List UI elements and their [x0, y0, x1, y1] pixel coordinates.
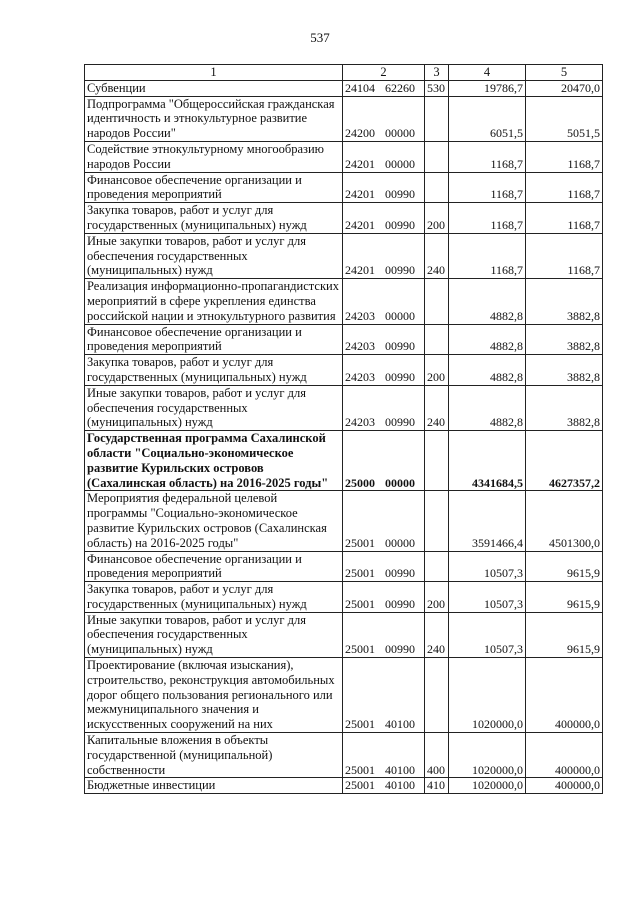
row-expense-type — [425, 324, 449, 355]
row-code-program: 24104 — [345, 80, 375, 95]
row-code — [343, 172, 425, 203]
row-value-1: 10507,3 — [449, 612, 526, 657]
row-expense-type — [425, 658, 449, 733]
row-code — [343, 733, 425, 778]
row-value-1: 4882,8 — [449, 279, 526, 324]
row-expense-type: 240 — [425, 385, 449, 430]
row-code-program: 25001 — [345, 717, 375, 732]
row-expense-type: 400 — [425, 733, 449, 778]
header-col-4: 4 — [449, 65, 526, 81]
row-name: Субвенции — [85, 80, 343, 96]
row-code — [343, 355, 425, 386]
row-code-direction: 40100 — [385, 717, 415, 732]
row-value-1: 19786,7 — [449, 80, 526, 96]
table-row — [85, 96, 603, 141]
row-name: Капитальные вложения в объекты государственной (муниципальной) собственности — [85, 733, 343, 778]
row-value-2: 9615,9 — [526, 551, 603, 582]
row-code — [343, 612, 425, 657]
row-code-direction: 00990 — [385, 642, 415, 657]
row-code — [343, 658, 425, 733]
row-code-program: 24200 — [345, 126, 375, 141]
table-row — [85, 203, 603, 234]
row-expense-type — [425, 96, 449, 141]
row-code-direction: 00990 — [385, 369, 415, 384]
row-value-1: 1020000,0 — [449, 778, 526, 794]
row-code-direction: 00000 — [385, 156, 415, 171]
row-name: Содействие этнокультурному многообразию народов России — [85, 141, 343, 172]
row-code — [343, 96, 425, 141]
row-code — [343, 582, 425, 613]
row-value-1: 4882,8 — [449, 324, 526, 355]
row-value-2: 20470,0 — [526, 80, 603, 96]
row-code-program: 25001 — [345, 566, 375, 581]
row-code — [343, 80, 425, 96]
table-row — [85, 582, 603, 613]
row-expense-type — [425, 141, 449, 172]
row-value-2: 9615,9 — [526, 612, 603, 657]
row-code — [343, 491, 425, 551]
row-code — [343, 385, 425, 430]
row-expense-type — [425, 491, 449, 551]
header-col-2: 2 — [343, 65, 425, 81]
row-code-program: 24203 — [345, 339, 375, 354]
row-value-1: 3591466,4 — [449, 491, 526, 551]
header-col-5: 5 — [526, 65, 603, 81]
row-code-direction: 00000 — [385, 308, 415, 323]
header-col-1: 1 — [85, 65, 343, 81]
row-code-direction: 00000 — [385, 126, 415, 141]
row-expense-type: 240 — [425, 233, 449, 278]
row-expense-type — [425, 279, 449, 324]
row-expense-type — [425, 172, 449, 203]
row-value-2: 1168,7 — [526, 172, 603, 203]
row-name: Иные закупки товаров, работ и услуг для обеспечения государственных (муниципальных) нужд — [85, 233, 343, 278]
row-value-1: 4882,8 — [449, 385, 526, 430]
row-expense-type: 200 — [425, 582, 449, 613]
row-name: Финансовое обеспечение организации и проведения мероприятий — [85, 551, 343, 582]
table-row — [85, 612, 603, 657]
row-code-direction: 40100 — [385, 778, 415, 793]
row-code-direction: 00990 — [385, 596, 415, 611]
row-code-direction: 00990 — [385, 187, 415, 202]
row-expense-type: 530 — [425, 80, 449, 96]
row-value-1: 6051,5 — [449, 96, 526, 141]
row-code-direction: 00990 — [385, 263, 415, 278]
row-code-direction: 00990 — [385, 339, 415, 354]
row-value-2: 3882,8 — [526, 385, 603, 430]
table-row — [85, 431, 603, 491]
row-value-2: 1168,7 — [526, 141, 603, 172]
row-code-program: 24203 — [345, 308, 375, 323]
row-code-direction: 00000 — [385, 475, 415, 490]
row-value-1: 1168,7 — [449, 172, 526, 203]
row-code-direction: 40100 — [385, 762, 415, 777]
row-name: Реализация информационно-пропагандистских мероприятий в сфере укрепления единства российской нации и этнокультурного развития — [85, 279, 343, 324]
budget-table — [84, 64, 603, 794]
row-code-program: 24201 — [345, 217, 375, 232]
row-name: Иные закупки товаров, работ и услуг для обеспечения государственных (муниципальных) нужд — [85, 612, 343, 657]
row-expense-type: 200 — [425, 355, 449, 386]
table-row — [85, 355, 603, 386]
row-name: Закупка товаров, работ и услуг для государственных (муниципальных) нужд — [85, 582, 343, 613]
row-value-2: 4501300,0 — [526, 491, 603, 551]
row-code-direction: 00000 — [385, 535, 415, 550]
row-name: Закупка товаров, работ и услуг для государственных (муниципальных) нужд — [85, 203, 343, 234]
row-name: Мероприятия федеральной целевой программы "Социально-экономическое развитие Курильских островов (Сахалинская область) на 2016-2025 годы" — [85, 491, 343, 551]
row-code-direction: 00990 — [385, 217, 415, 232]
row-value-1: 1168,7 — [449, 141, 526, 172]
row-code — [343, 778, 425, 794]
row-code — [343, 431, 425, 491]
row-code-program: 24201 — [345, 156, 375, 171]
table-row — [85, 141, 603, 172]
row-code — [343, 233, 425, 278]
header-row — [85, 65, 603, 81]
row-value-2: 9615,9 — [526, 582, 603, 613]
row-value-2: 400000,0 — [526, 778, 603, 794]
row-value-2: 3882,8 — [526, 279, 603, 324]
row-code-program: 24203 — [345, 415, 375, 430]
row-value-1: 1168,7 — [449, 203, 526, 234]
row-value-2: 5051,5 — [526, 96, 603, 141]
row-expense-type: 240 — [425, 612, 449, 657]
header-col-3: 3 — [425, 65, 449, 81]
row-name: Бюджетные инвестиции — [85, 778, 343, 794]
row-code — [343, 203, 425, 234]
row-code-program: 25001 — [345, 642, 375, 657]
table-row — [85, 385, 603, 430]
table-row — [85, 233, 603, 278]
row-value-1: 1020000,0 — [449, 658, 526, 733]
row-name: Закупка товаров, работ и услуг для государственных (муниципальных) нужд — [85, 355, 343, 386]
table-row — [85, 733, 603, 778]
row-code-direction: 62260 — [385, 80, 415, 95]
table-row — [85, 80, 603, 96]
row-name: Финансовое обеспечение организации и проведения мероприятий — [85, 172, 343, 203]
row-name: Проектирование (включая изыскания), строительство, реконструкция автомобильных дорог общего пользования регионального или межмуниципального значения и искусственных сооружений на них — [85, 658, 343, 733]
row-name: Государственная программа Сахалинской области "Социально-экономическое развитие Курильских островов (Сахалинская область) на 2016-2025 годы" — [85, 431, 343, 491]
row-name: Иные закупки товаров, работ и услуг для обеспечения государственных (муниципальных) нужд — [85, 385, 343, 430]
row-code-program: 25000 — [345, 475, 375, 490]
table-row — [85, 658, 603, 733]
table-row — [85, 324, 603, 355]
row-code — [343, 551, 425, 582]
row-code-program: 25001 — [345, 535, 375, 550]
row-value-1: 4882,8 — [449, 355, 526, 386]
table-row — [85, 551, 603, 582]
row-value-1: 4341684,5 — [449, 431, 526, 491]
row-expense-type — [425, 551, 449, 582]
row-code-program: 25001 — [345, 762, 375, 777]
row-code-direction: 00990 — [385, 566, 415, 581]
row-value-2: 3882,8 — [526, 324, 603, 355]
row-code-program: 24201 — [345, 263, 375, 278]
row-name: Подпрограмма "Общероссийская гражданская идентичность и этнокультурное развитие народов России" — [85, 96, 343, 141]
row-expense-type — [425, 431, 449, 491]
row-value-2: 4627357,2 — [526, 431, 603, 491]
row-code-direction: 00990 — [385, 415, 415, 430]
row-name: Финансовое обеспечение организации и проведения мероприятий — [85, 324, 343, 355]
row-value-1: 10507,3 — [449, 551, 526, 582]
table-row — [85, 279, 603, 324]
row-expense-type: 410 — [425, 778, 449, 794]
row-value-2: 1168,7 — [526, 203, 603, 234]
page-number: 537 — [310, 30, 330, 45]
row-code — [343, 141, 425, 172]
table-row — [85, 778, 603, 794]
row-code-program: 24201 — [345, 187, 375, 202]
row-code-program: 24203 — [345, 369, 375, 384]
row-value-2: 1168,7 — [526, 233, 603, 278]
row-code-program: 25001 — [345, 596, 375, 611]
row-value-1: 1168,7 — [449, 233, 526, 278]
row-code-program: 25001 — [345, 778, 375, 793]
row-value-2: 400000,0 — [526, 658, 603, 733]
row-code — [343, 324, 425, 355]
row-code — [343, 279, 425, 324]
row-value-1: 10507,3 — [449, 582, 526, 613]
row-value-2: 400000,0 — [526, 733, 603, 778]
row-value-2: 3882,8 — [526, 355, 603, 386]
table-row — [85, 172, 603, 203]
row-expense-type: 200 — [425, 203, 449, 234]
table-row — [85, 491, 603, 551]
row-value-1: 1020000,0 — [449, 733, 526, 778]
